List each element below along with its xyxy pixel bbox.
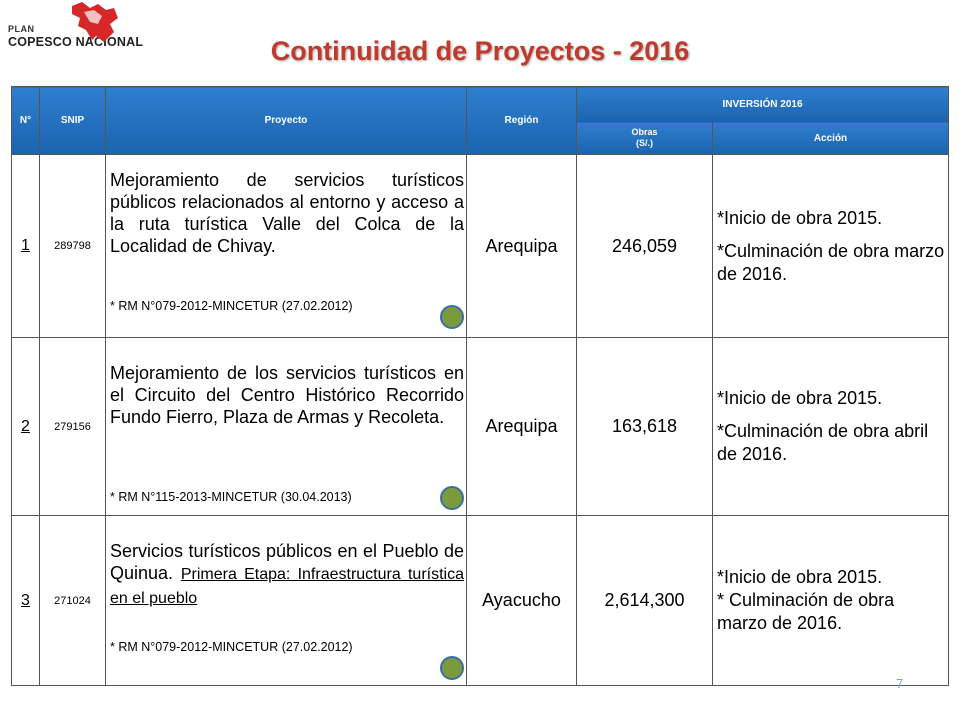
header-accion: Acción [713, 122, 949, 155]
rm-reference: * RM N°079-2012-MINCETUR (27.02.2012) [110, 299, 353, 313]
header-obras-unit: (S/.) [636, 138, 653, 148]
accion-inicio: *Inicio de obra 2015. [717, 207, 883, 228]
projects-table [11, 86, 949, 686]
table-row [12, 155, 949, 338]
proyecto-text: Mejoramiento de servicios turísticos públicos relacionados al entorno y acceso a la ruta turística Valle del Colca de la Localidad de Chivay. [110, 170, 464, 256]
row-number[interactable]: 1 [12, 155, 40, 338]
row-proyecto [106, 516, 467, 686]
status-dot-icon [440, 486, 464, 510]
header-obras [577, 122, 713, 155]
row-accion [713, 338, 949, 516]
proyecto-text [110, 540, 464, 610]
row-region: Arequipa [467, 338, 577, 516]
accion-culminacion: * Culminación de obra marzo de 2016. [717, 590, 895, 633]
row-region: Ayacucho [467, 516, 577, 686]
row-obras: 163,618 [577, 338, 713, 516]
proyecto-text: Mejoramiento de los servicios turísticos en el Circuito del Centro Histórico Recorrido Fundo Fierro, Plaza de Armas y Recoleta. [110, 363, 464, 427]
proyecto-etapa: Primera Etapa: Infraestructura turística en el pueblo [110, 566, 464, 607]
row-region: Arequipa [467, 155, 577, 338]
logo-line2: COPESCO NACIONAL [8, 35, 144, 49]
status-dot-icon [440, 656, 464, 680]
accion-culminacion: *Culminación de obra marzo de 2016. [717, 240, 945, 284]
accion-culminacion: *Culminación de obra abril de 2016. [717, 421, 929, 464]
rm-reference: * RM N°079-2012-MINCETUR (27.02.2012) [110, 640, 353, 654]
row-accion [713, 516, 949, 686]
proyecto-main: Servicios turísticos públicos en el Pueblo de Quinua. [110, 541, 464, 583]
row-proyecto [106, 338, 467, 516]
header-obras-label: Obras [631, 127, 658, 137]
row-snip: 279156 [40, 338, 106, 516]
header-num: N° [12, 87, 40, 155]
row-number[interactable]: 3 [12, 516, 40, 686]
row-obras: 2,614,300 [577, 516, 713, 686]
row-accion [713, 155, 949, 338]
header-proyecto: Proyecto [106, 87, 467, 155]
header-inversion: INVERSIÓN 2016 [577, 87, 949, 122]
page-title: Continuidad de Proyectos - 2016 [270, 36, 690, 66]
table-row [12, 516, 949, 686]
header-region: Región [467, 87, 577, 155]
row-number[interactable]: 2 [12, 338, 40, 516]
row-obras: 246,059 [577, 155, 713, 338]
accion-inicio: *Inicio de obra 2015. [717, 567, 883, 587]
status-dot-icon [440, 305, 464, 329]
page-number: 7 [896, 676, 904, 691]
logo-line1: PLAN [8, 24, 35, 34]
row-snip: 271024 [40, 516, 106, 686]
header-snip: SNIP [40, 87, 106, 155]
table-row [12, 338, 949, 516]
row-snip: 289798 [40, 155, 106, 338]
rm-reference: * RM N°115-2013-MINCETUR (30.04.2013) [110, 490, 352, 504]
row-proyecto [106, 155, 467, 338]
accion-inicio: *Inicio de obra 2015. [717, 388, 883, 408]
